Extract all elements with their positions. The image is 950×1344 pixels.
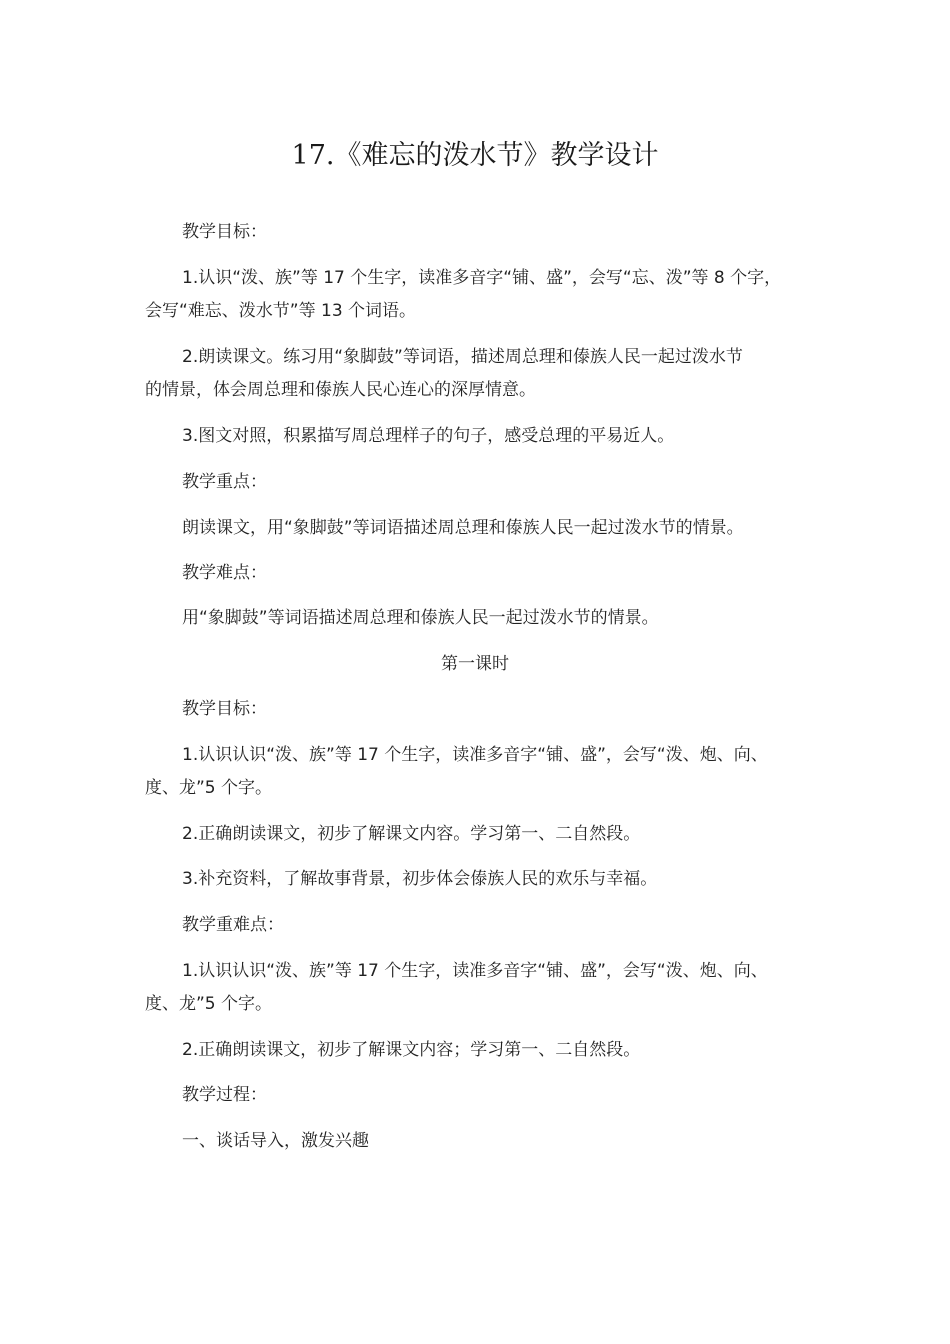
section-heading-key-difficult-points: 教学重难点：	[182, 915, 284, 935]
paragraph-line: 2.朗读课文。练习用“象脚鼓”等词语，描述周总理和傣族人民一起过泼水节	[182, 347, 743, 367]
paragraph-line: 会写“难忘、泼水节”等 13 个词语。	[145, 301, 417, 321]
paragraph-line: 3.补充资料，了解故事背景，初步体会傣族人民的欢乐与幸福。	[182, 869, 658, 889]
section-heading-key-points: 教学重点：	[182, 472, 267, 492]
paragraph-line: 1.认识“泼、族”等 17 个生字，读准多音字“铺、盛”，会写“忘、泼”等 8 个字，	[182, 268, 782, 288]
paragraph-line: 2.正确朗读课文，初步了解课文内容。学习第一、二自然段。	[182, 824, 641, 844]
section-heading-difficulties: 教学难点：	[182, 563, 267, 583]
paragraph-line: 2.正确朗读课文，初步了解课文内容；学习第一、二自然段。	[182, 1040, 641, 1060]
section-heading-objectives: 教学目标：	[182, 699, 267, 719]
document-title: 17.《难忘的泼水节》教学设计	[291, 140, 659, 171]
section-heading-objectives: 教学目标：	[182, 222, 267, 242]
section-heading-process: 教学过程：	[182, 1085, 267, 1105]
paragraph-line: 一、谈话导入，激发兴趣	[182, 1131, 369, 1151]
paragraph-line: 1.认识认识“泼、族”等 17 个生字，读准多音字“铺、盛”，会写“泼、炮、向、	[182, 961, 768, 981]
paragraph-line: 用“象脚鼓”等词语描述周总理和傣族人民一起过泼水节的情景。	[182, 608, 659, 628]
paragraph-line: 朗读课文，用“象脚鼓”等词语描述周总理和傣族人民一起过泼水节的情景。	[182, 518, 744, 538]
lesson-heading: 第一课时	[441, 654, 509, 674]
paragraph-line: 3.图文对照，积累描写周总理样子的句子，感受总理的平易近人。	[182, 426, 675, 446]
paragraph-line: 度、龙”5 个字。	[145, 994, 273, 1014]
paragraph-line: 1.认识认识“泼、族”等 17 个生字，读准多音字“铺、盛”，会写“泼、炮、向、	[182, 745, 768, 765]
paragraph-line: 的情景，体会周总理和傣族人民心连心的深厚情意。	[145, 380, 536, 400]
paragraph-line: 度、龙”5 个字。	[145, 778, 273, 798]
